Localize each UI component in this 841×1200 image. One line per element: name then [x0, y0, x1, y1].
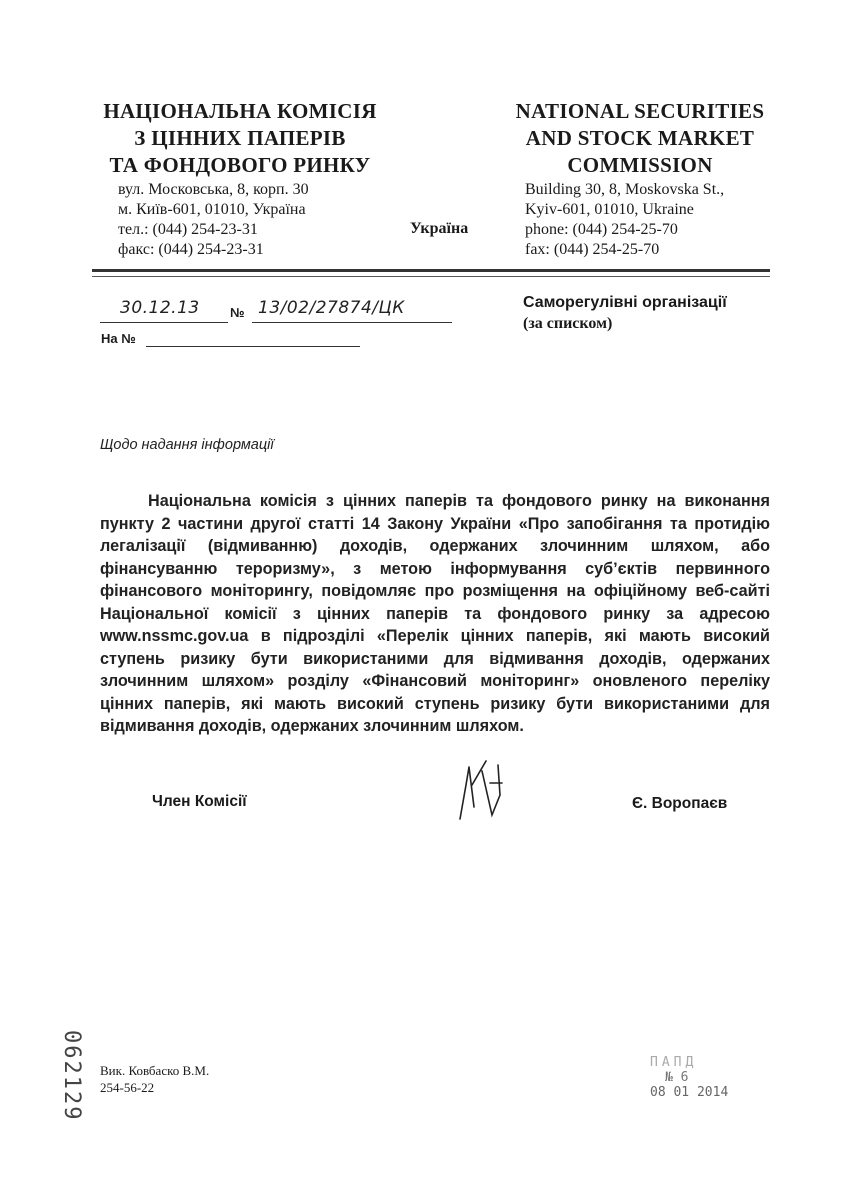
ua-address-line: факс: (044) 254-23-31	[118, 241, 264, 258]
header-en	[505, 98, 775, 179]
executor	[100, 1062, 209, 1096]
en-address-line: phone: (044) 254-25-70	[525, 221, 678, 238]
body-paragraph: Національна комісія з цінних паперів та фондового ринку на виконання пункту 2 частини другої статті 14 Закону України «Про запобігання та протидію легалізації (відмиванню) доходів, одержаних злочинним шляхом, або фінансуванню тероризму», з метою інформування суб’єктів первинного фінансового моніторингу, повідомляє про розміщення на офіційному веб-сайті Національної комісії з цінних паперів та фондового ринку за адресою www.nssmc.gov.ua в підрозділі «Перелік цінних паперів, які мають високий ступень ризику бути використаними для відмивання доходів, одержаних злочинним шляхом» розділу «Фінансовий моніторинг» оновленого переліку цінних паперів, які мають високий ступень ризику бути використаними для відмивання доходів, одержаних злочинним шляхом.	[100, 492, 770, 735]
stamp-line: № 6	[665, 1070, 689, 1085]
stamp-line: ПАПД	[650, 1055, 698, 1070]
en-address-line: fax: (044) 254-25-70	[525, 241, 660, 258]
recipient-line: (за списком)	[523, 315, 613, 332]
stamp-line: 08 01 2014	[650, 1085, 729, 1100]
reply-label: На №	[101, 331, 136, 346]
ua-title-line: ТА ФОНДОВОГО РИНКУ	[109, 153, 371, 177]
serial-number: 062129	[59, 1030, 84, 1122]
ua-title-line: З ЦІННИХ ПАПЕРІВ	[134, 126, 346, 150]
number-label: №	[230, 305, 245, 320]
ua-address-line: вул. Московська, 8, корп. 30	[118, 181, 309, 198]
date-handwritten: 30.12.13	[120, 298, 200, 318]
header-rule-thick	[92, 269, 770, 272]
ua-address-line: м. Київ-601, 01010, Україна	[118, 201, 306, 218]
en-address-line: Building 30, 8, Moskovska St.,	[525, 181, 725, 198]
signature-mark	[452, 755, 522, 825]
ua-address	[118, 180, 309, 260]
number-handwritten: 13/02/27874/ЦК	[258, 298, 405, 318]
recipient	[523, 292, 727, 334]
ua-address-line: тел.: (044) 254-23-31	[118, 221, 258, 238]
en-address	[525, 180, 724, 260]
subject: Щодо надання інформації	[100, 437, 274, 453]
executor-name: Вик. Ковбаско В.М.	[100, 1063, 210, 1078]
signer-name: Є. Воропаєв	[632, 795, 728, 812]
en-title-line: COMMISSION	[567, 153, 713, 177]
recipient-line: Саморегулівні організації	[523, 294, 727, 311]
en-title-line: AND STOCK MARKET	[525, 126, 755, 150]
number-field	[252, 300, 452, 323]
date-field	[100, 300, 228, 323]
executor-phone: 254-56-22	[100, 1080, 155, 1095]
reply-field	[146, 330, 360, 347]
signer-position: Член Комісії	[152, 793, 247, 810]
en-address-line: Kyiv-601, 01010, Ukraine	[525, 201, 694, 218]
en-title-line: NATIONAL SECURITIES	[515, 99, 765, 123]
incoming-stamp	[610, 1055, 750, 1100]
center-country: Україна	[410, 220, 469, 237]
ua-title-line: НАЦІОНАЛЬНА КОМІСІЯ	[103, 99, 377, 123]
header-ua	[90, 98, 390, 179]
header-rule-thin	[92, 276, 770, 277]
